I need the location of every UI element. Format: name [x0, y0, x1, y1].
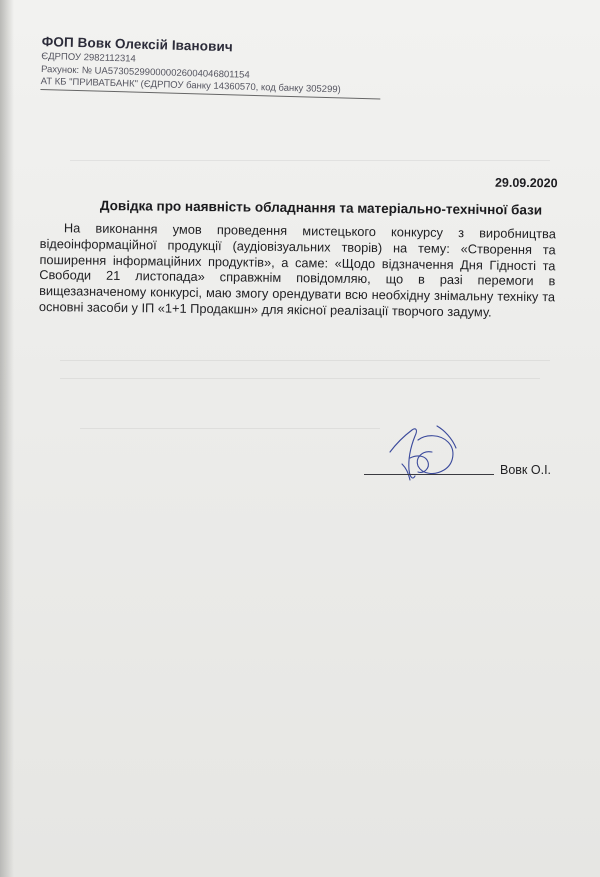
show-through-line — [80, 428, 380, 429]
signature-block — [360, 418, 570, 488]
show-through-line — [60, 378, 540, 379]
handwritten-signature — [382, 418, 472, 488]
document-title: Довідка про наявність обладнання та матеріально-технічної бази — [99, 198, 543, 218]
edrpou-code: ЄДРПОУ 2982112314 — [41, 50, 136, 65]
entrepreneur-name: ФОП Вовк Олексій Іванович — [41, 34, 234, 55]
page-shadow-edge — [0, 0, 14, 877]
signatory-name: Вовк О.І. — [500, 463, 552, 477]
signature-line — [364, 474, 494, 475]
document-date: 29.09.2020 — [495, 175, 559, 191]
bank-account: Рахунок: № UA573052990000026004046801154 — [40, 63, 250, 81]
letterhead — [40, 34, 381, 99]
bank-details: АТ КБ "ПРИВАТБАНК" (ЄДРПОУ банку 14360570, код банку 305299) — [40, 76, 380, 99]
show-through-line — [60, 360, 550, 361]
document-body: На виконання умов проведення мистецького конкурсу з виробництва відеоінформаційної продукції (аудіовізуальних творів) на тему: «Створення та поширення інформаційних продуктів», а саме: «Щодо відзначення Дня Гідності та Свободи 21 листопада» справжнім повідомляю, що в разі перемоги в вищезазначеному конкурсі, маю змогу орендувати всю необхідну знімальну техніку та основні засоби у ІП «1+1 Продакшн» для якісної реалізації творчого задуму. — [38, 220, 556, 320]
show-through-line — [70, 160, 550, 161]
